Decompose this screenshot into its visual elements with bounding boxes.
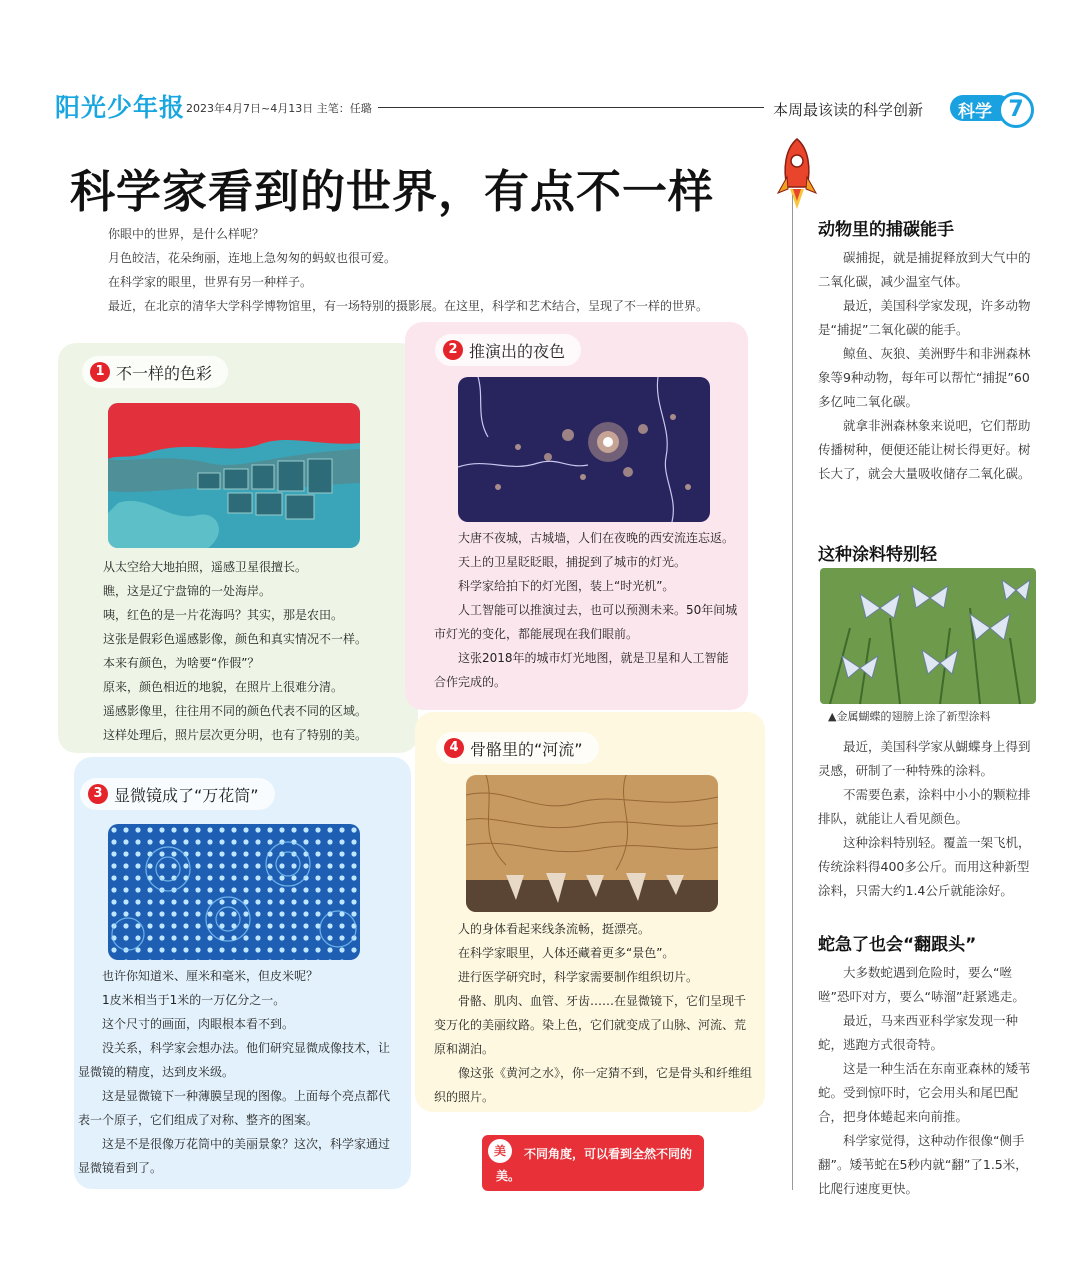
section-badge	[950, 92, 1038, 122]
paragraph: 这是一种生活在东南亚森林的矮苇蛇。受到惊吓时，它会用头和尾巴配合，把身体蜷起来向前推。	[818, 1061, 1031, 1124]
header-tagline: 本周最该读的科学创新	[773, 101, 924, 119]
paragraph: 没关系，科学家会想办法。他们研究显微成像技术，让显微镜的精度，达到皮米级。	[78, 1041, 391, 1079]
issue-info: 2023年4月7日~4月13日 主笔：任璐	[186, 102, 372, 115]
section-title: 骨骼里的“河流”	[470, 739, 583, 759]
paragraph: 像这张《黄河之水》，你一定猜不到，它是骨头和纤维组织的照片。	[434, 1066, 753, 1104]
image-caption: ▲金属蝴蝶的翅膀上涂了新型涂料	[828, 710, 991, 723]
section-number: 4	[444, 738, 464, 758]
article-title: 蛇急了也会“翻跟头”	[818, 935, 977, 955]
paragraph: 在科学家眼里，人体还藏着更多“景色”。	[458, 946, 675, 960]
paragraph: 人的身体看起来线条流畅，挺漂亮。	[458, 922, 651, 936]
paragraph: 这种涂料特别轻。覆盖一架飞机，传统涂料得400多公斤。而用这种新型涂料，只需大约1.4公斤就能涂好。	[818, 835, 1031, 898]
paragraph: 瞧，这是辽宁盘锦的一处海岸。	[103, 584, 272, 598]
rocket-icon	[775, 135, 820, 215]
intro-line: 最近，在北京的清华大学科学博物馆里，有一场特别的摄影展。在这里，科学和艺术结合，呈现了不一样的世界。	[108, 299, 709, 313]
paragraph: 就拿非洲森林象来说吧，它们帮助传播树种，便便还能让树长得更好。树长大了，就会大量吸收储存二氧化碳。	[818, 418, 1031, 481]
paragraph: 1皮米相当于1米的一万亿分之一。	[102, 993, 286, 1007]
section-tag-2	[435, 334, 581, 366]
paragraph: 这张是假彩色遥感影像，颜色和真实情况不一样。	[103, 632, 368, 646]
section-tag-4	[436, 732, 599, 764]
paragraph: 遥感影像里，往往用不同的颜色代表不同的区域。	[103, 704, 368, 718]
section-4-body	[434, 917, 752, 1109]
beauty-note	[482, 1135, 704, 1191]
sidebar-article-carbon	[818, 215, 1038, 486]
intro-text	[108, 222, 768, 318]
sidebar-article-snake	[818, 930, 1038, 1201]
paragraph: 进行医学研究时，科学家需要制作组织切片。	[458, 970, 699, 984]
intro-line: 在科学家的眼里，世界有另一种样子。	[108, 275, 313, 289]
page-number: 7	[998, 92, 1034, 128]
paragraph: 鲸鱼、灰狼、美洲野牛和非洲森林象等9种动物，每年可以帮忙“捕捉”60多亿吨二氧化碳。	[818, 346, 1031, 409]
paragraph: 也许你知道米、厘米和毫米，但皮米呢？	[102, 969, 319, 983]
paragraph: 这个尺寸的画面，肉眼根本看不到。	[102, 1017, 295, 1031]
sidebar-article-paint-body	[818, 735, 1038, 903]
paragraph: 这张2018年的城市灯光地图，就是卫星和人工智能合作完成的。	[434, 651, 729, 689]
section-3-body	[78, 964, 396, 1180]
paragraph: 这样处理后，照片层次更分明，也有了特别的美。	[103, 728, 368, 742]
paragraph: 大多数蛇遇到危险时，要么“咝咝”恐吓对方，要么“哧溜”赶紧逃走。	[818, 965, 1025, 1004]
bone-tissue-section-image	[466, 775, 718, 912]
section-title: 推演出的夜色	[469, 341, 566, 361]
note-text: 不同角度，可以看到全然不同的美。	[496, 1147, 693, 1183]
paragraph: 科学家给拍下的灯光图，装上“时光机”。	[458, 579, 675, 593]
section-tag-3	[80, 778, 275, 810]
paragraph: 本来有颜色，为啥要“作假”？	[103, 656, 260, 670]
section-title: 显微镜成了“万花筒”	[114, 785, 259, 805]
paragraph: 最近，美国科学家从蝴蝶身上得到灵感，研制了一种特殊的涂料。	[818, 739, 1031, 778]
section-title: 不一样的色彩	[116, 363, 213, 383]
metal-butterflies-photo	[820, 568, 1036, 704]
atomic-pattern-micrograph	[108, 824, 360, 960]
section-1-body	[103, 555, 403, 747]
intro-line: 你眼中的世界，是什么样呢？	[108, 227, 265, 241]
paragraph: 这是显微镜下一种薄膜呈现的图像。上面每个亮点都代表一个原子，它们组成了对称、整齐的图案。	[78, 1089, 391, 1127]
paragraph: 科学家觉得，这种动作很像“侧手翻”。矮苇蛇在5秒内就“翻”了1.5米，比爬行速度更快。	[818, 1133, 1028, 1196]
note-badge: 美	[488, 1139, 512, 1163]
section-number: 1	[90, 362, 110, 382]
page-title: 科学家看到的世界，有点不一样	[70, 165, 715, 218]
section-number: 3	[88, 784, 108, 804]
paragraph: 原来，颜色相近的地貌，在照片上很难分清。	[103, 680, 344, 694]
paragraph: 不需要色素，涂料中小小的颗粒排排队，就能让人看见颜色。	[818, 787, 1031, 826]
paragraph: 咦，红色的是一片花海吗？其实，那是农田。	[103, 608, 344, 622]
paragraph: 人工智能可以推演过去，也可以预测未来。50年间城市灯光的变化，都能展现在我们眼前。	[434, 603, 738, 641]
sidebar-article-paint-title	[818, 540, 1038, 571]
section-2-body	[434, 526, 740, 694]
section-number: 2	[443, 340, 463, 360]
paragraph: 这是不是很像万花筒中的美丽景象？这次，科学家通过显微镜看到了。	[78, 1137, 391, 1175]
paragraph: 天上的卫星眨眨眼，捕捉到了城市的灯光。	[458, 555, 687, 569]
article-title: 动物里的捕碳能手	[818, 220, 954, 240]
false-color-satellite-image	[108, 403, 360, 548]
masthead-logo: 阳光少年报	[55, 93, 186, 122]
paragraph: 大唐不夜城，古城墙，人们在夜晚的西安流连忘返。	[458, 531, 735, 545]
section-label: 科学	[958, 102, 992, 122]
paragraph: 骨骼、肌肉、血管、牙齿……在显微镜下，它们呈现千变万化的美丽纹路。染上色，它们就变成了山脉、河流、荒原和湖泊。	[434, 994, 747, 1056]
section-tag-1	[82, 356, 228, 388]
city-night-lights-map	[458, 377, 710, 522]
paragraph: 最近，美国科学家发现，许多动物是“捕捉”二氧化碳的能手。	[818, 298, 1031, 337]
article-title: 这种涂料特别轻	[818, 545, 937, 565]
column-divider	[792, 195, 793, 1190]
paragraph: 碳捕捉，就是捕捉释放到大气中的二氧化碳，减少温室气体。	[818, 250, 1031, 289]
paragraph: 从太空给大地拍照，遥感卫星很擅长。	[103, 560, 308, 574]
header-divider	[378, 107, 764, 108]
paragraph: 最近，马来西亚科学家发现一种蛇，逃跑方式很奇特。	[818, 1013, 1019, 1052]
intro-line: 月色皎洁，花朵绚丽，连地上急匆匆的蚂蚁也很可爱。	[108, 251, 397, 265]
